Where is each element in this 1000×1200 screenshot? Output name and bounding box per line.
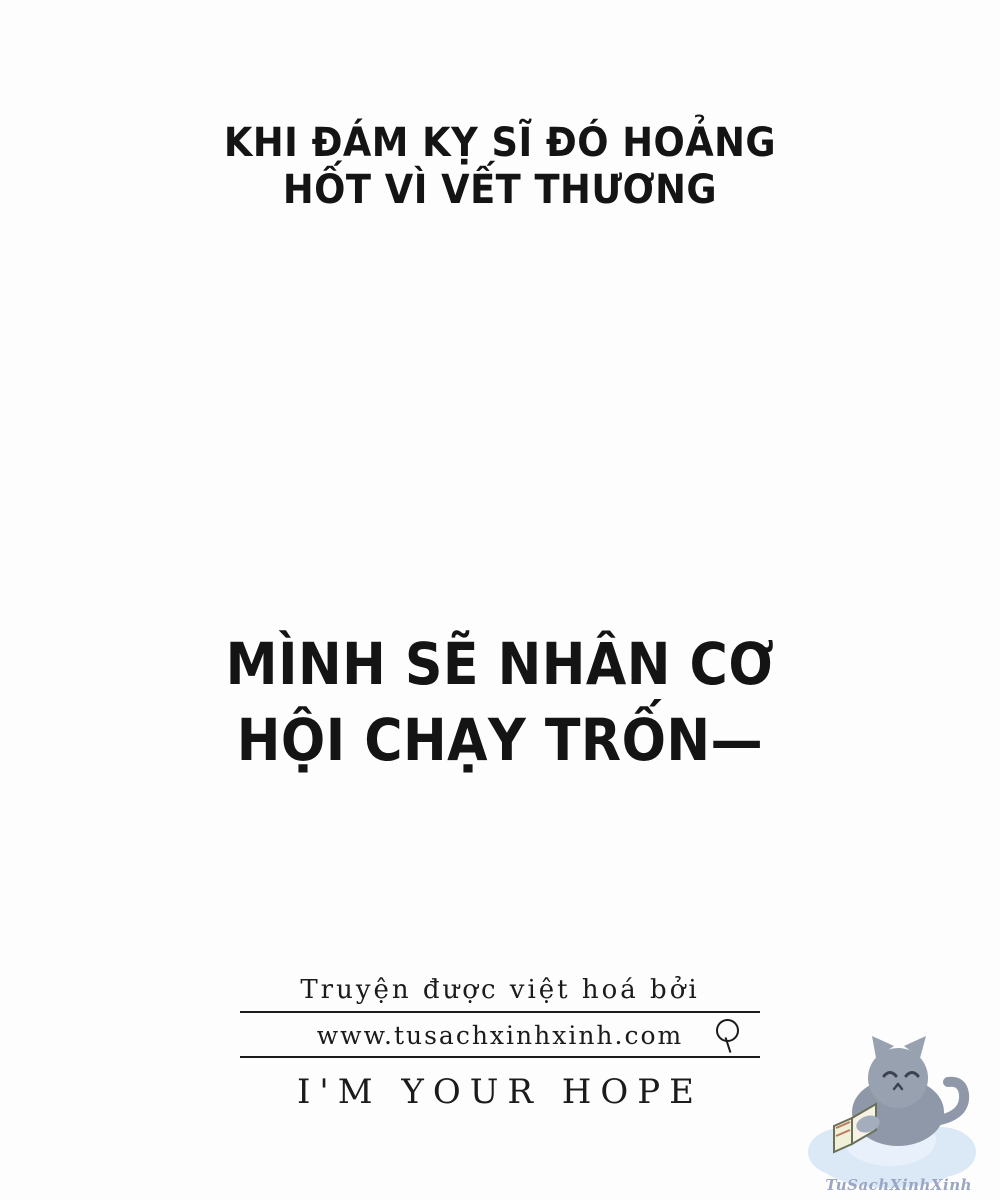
cat-on-cloud-icon — [790, 1000, 990, 1200]
dialogue-middle-line-1: MÌNH SẼ NHÂN CƠ — [225, 630, 775, 698]
dialogue-top-line-1: KHI ĐÁM KỴ SĨ ĐÓ HOẢNG — [223, 120, 777, 166]
dialogue-middle-line-2: HỘI CHẠY TRỐN— — [236, 706, 764, 775]
search-icon — [712, 1019, 742, 1055]
dialogue-text-middle — [50, 630, 950, 783]
credits-block — [240, 975, 760, 1112]
dialogue-top-line-2: HỐT VÌ VẾT THƯƠNG — [282, 167, 718, 214]
dialogue-text-top — [40, 120, 960, 214]
credits-url-text: www.tusachxinhxinh.com — [316, 1021, 684, 1050]
credits-translator-note: Truyện được việt hoá bởi — [300, 975, 700, 1005]
credits-group-name: I'M YOUR HOPE — [297, 1072, 703, 1112]
watermark-text: TuSachXinhXinh — [825, 1176, 972, 1194]
credits-website-url[interactable] — [240, 1013, 760, 1056]
